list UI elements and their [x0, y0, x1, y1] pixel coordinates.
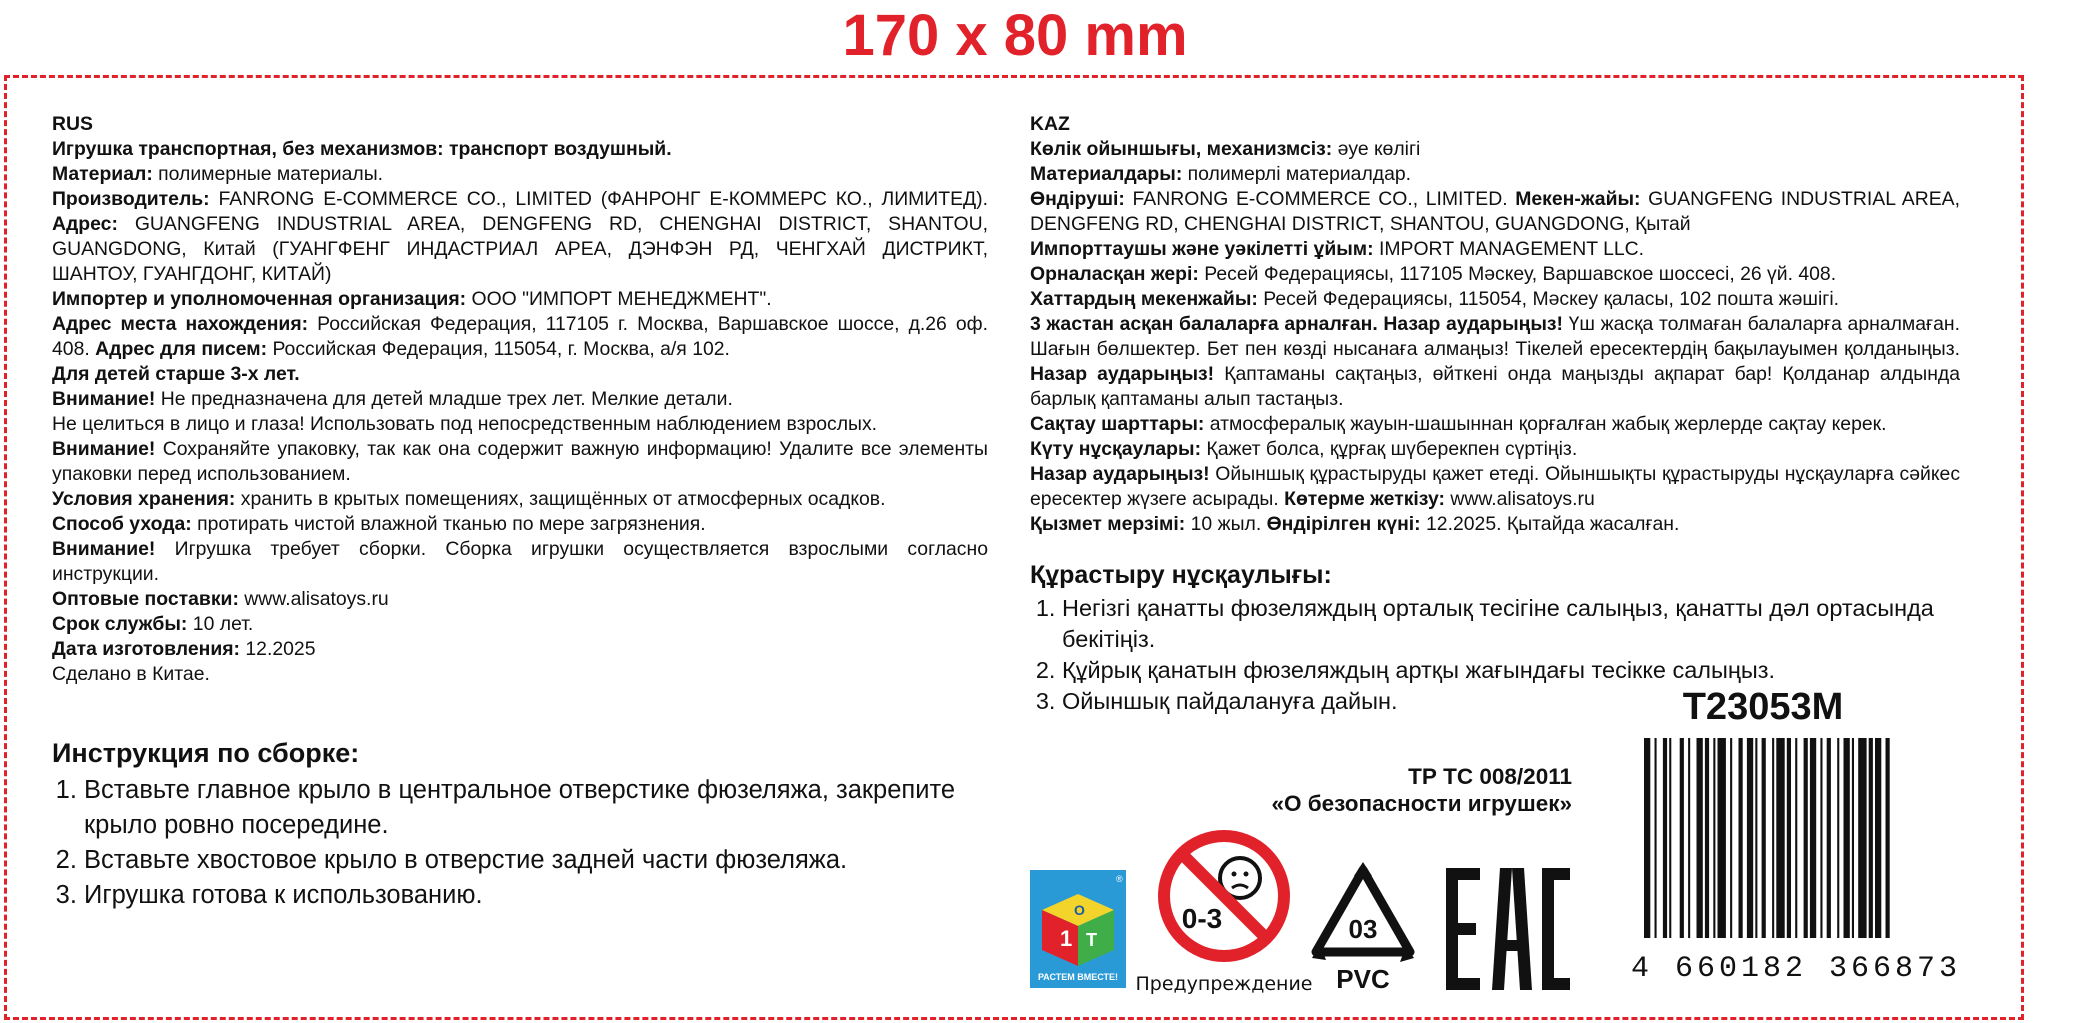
barcode-bar: [1669, 738, 1671, 938]
rus-importer-label: Импортер и уполномоченная организация:: [52, 288, 467, 310]
kaz-service-value: 10 жыл.: [1185, 513, 1267, 535]
rus-product-label: Игрушка транспортная, без механизмов:: [52, 138, 444, 160]
rus-care-value: протирать чистой влажной тканью по мере загрязнения.: [191, 513, 706, 535]
barcode-bar: [1844, 738, 1850, 938]
age-restriction-caption: Предупреждение: [1135, 973, 1313, 995]
barcode-bar: [1869, 738, 1873, 938]
recycle-material: PVC: [1336, 964, 1390, 994]
barcode-bar: [1718, 738, 1726, 938]
rus-material-value: полимерные материалы.: [152, 163, 384, 185]
barcode-bar: [1713, 738, 1715, 938]
rus-date-value: 12.2025: [240, 638, 316, 660]
rus-service-label: Срок службы:: [52, 613, 188, 635]
barcode-bar: [1762, 738, 1766, 938]
rus-mail-label: Адрес для писем:: [95, 338, 268, 360]
barcode-bar: [1747, 738, 1753, 938]
kaz-attention-value: Қаптаманы сақтаңыз, өйткені онда маңызды ақпарат бар! Қолданар алдында барлық қаптаманы алып тастаңыз.: [1030, 363, 1960, 410]
barcode-bar: [1730, 738, 1732, 938]
size-title: 170 x 80 mm: [842, 3, 1188, 68]
kaz-wholesale-value: www.alisatoys.ru: [1444, 488, 1595, 510]
kaz-column: [1030, 112, 1960, 537]
standard-code: ТР ТС 008/2011: [1408, 764, 1572, 789]
rus-instruction-step: 1. Вставьте главное крыло в центральное отверстике фюзеляжа, закрепите крыло ровно посередине.: [84, 773, 1002, 843]
rus-lang: RUS: [52, 113, 93, 135]
rus-warning-label: Внимание!: [52, 388, 156, 410]
rus-instruction-step: 3. Игрушка готова к использованию.: [84, 878, 1002, 913]
recycle-code: 03: [1348, 914, 1378, 944]
rus-mail-value: Российская Федерация, 115054, г. Москва, а/я 102.: [267, 338, 730, 360]
kaz-attention-label: Назар аударыңыз!: [1030, 363, 1215, 385]
rus-warning2-label: Внимание!: [52, 438, 156, 460]
kaz-address-value: GUANGFENG INDUSTRIAL AREA, DENGFENG RD, CHENGHAI DISTRICT, SHANTOU, GUANGDONG, Қытай: [1030, 188, 1960, 235]
kaz-assembly-label: Назар аударыңыз!: [1030, 463, 1210, 485]
kaz-instruction-step: 3. Ойыншық пайдалануға дайын.: [1062, 686, 1970, 717]
safety-standard: [1271, 763, 1572, 817]
rus-service-value: 10 лет.: [187, 613, 254, 635]
kaz-manufacturer-label: Өндіруші:: [1030, 188, 1125, 210]
rus-warning-line: Не целиться в лицо и глаза! Использовать под непосредственным наблюдением взрослых.: [52, 413, 878, 435]
rus-importer-value: ООО "ИМПОРТ МЕНЕДЖМЕНТ".: [466, 288, 772, 310]
kaz-date-value: 12.2025. Қытайда жасалған.: [1420, 513, 1680, 535]
barcode-bar: [1644, 738, 1650, 938]
rus-wholesale-value: www.alisatoys.ru: [238, 588, 389, 610]
eac-mark-icon: [1446, 868, 1570, 990]
rus-instructions-title: Инструкция по сборке:: [52, 738, 360, 768]
recycle-03-pvc-icon: [1308, 862, 1418, 994]
kaz-product-label: Көлік ойыншығы, механизмсіз:: [1030, 138, 1333, 160]
barcode-bar: [1858, 738, 1866, 938]
svg-text:T: T: [1086, 930, 1097, 950]
rus-column: [52, 112, 988, 687]
1toy-logo-icon: [1030, 870, 1126, 988]
kaz-importer-label: Импорттаушы және уәкілетті ұйым:: [1030, 238, 1374, 260]
barcode-bar: [1772, 738, 1774, 938]
rus-warning2-value: Сохраняйте упаковку, так как она содержит важную информацию! Удалите все элементы упаковки перед использованием.: [52, 438, 988, 485]
age-restriction-label: 0-3: [1181, 903, 1223, 934]
barcode-bar: [1680, 738, 1684, 938]
rus-care-label: Способ ухода:: [52, 513, 192, 535]
rus-location-label: Адрес места нахождения:: [52, 313, 309, 335]
barcode-bar: [1663, 738, 1667, 938]
rus-address-value: GUANGFENG INDUSTRIAL AREA, DENGFENG RD, CHENGHAI DISTRICT, SHANTOU, GUANGDONG, Китай (ГУАНГФЕНГ ИНДАСТРИАЛ АРЕА, ДЭНФЭН РД, ЧЕНГХАЙ ДИСТРИКТ, ШАНТОУ, ГУАНГДОНГ, КИТАЙ): [52, 213, 988, 285]
kaz-address-label: Мекен-жайы:: [1515, 188, 1641, 210]
svg-text:O: O: [1074, 902, 1085, 918]
kaz-age-label: 3 жастан асқан балаларға арналған. Назар аударыңыз!: [1030, 313, 1563, 335]
kaz-mail-value: Ресей Федерациясы, 115054, Мәскеу қаласы, 102 пошта жәшігі.: [1257, 288, 1840, 310]
kaz-material-value: полимерлі материалдар.: [1182, 163, 1412, 185]
barcode-bar: [1705, 738, 1709, 938]
kaz-wholesale-label: Көтерме жеткізу:: [1284, 488, 1445, 510]
kaz-instruction-step: 2. Құйрық қанатын фюзеляждың артқы жағындағы тесікке салыңыз.: [1062, 655, 1970, 686]
kaz-lang: KAZ: [1030, 113, 1070, 135]
standard-name: «О безопасности игрушек»: [1271, 791, 1572, 816]
rus-warning3-label: Внимание!: [52, 538, 156, 560]
kaz-age-value: Үш жасқа толмаған балаларға арналмаған. Шағын бөлшектер. Бет пен көзді нысанаға алмаңыз! Тікелей ересектердің бақылауымен қолданыңыз.: [1030, 313, 1960, 360]
barcode-bar: [1827, 738, 1831, 938]
barcode-bar: [1804, 738, 1808, 938]
kaz-date-label: Өндірілген күні:: [1266, 513, 1421, 535]
barcode-digits: 4 660182 366873: [1630, 952, 1962, 986]
svg-text:®: ®: [1116, 874, 1123, 884]
barcode-bar: [1837, 738, 1839, 938]
age-restriction-0-3-icon: [1135, 830, 1313, 998]
barcode-bar: [1739, 738, 1743, 938]
barcode-bar: [1795, 738, 1797, 938]
rus-manufacturer-label: Производитель:: [52, 188, 210, 210]
kaz-location-label: Орналасқан жері:: [1030, 263, 1199, 285]
barcode-bar: [1655, 738, 1657, 938]
kaz-instruction-step: 1. Негізгі қанатты фюзеляждың орталық тесігіне салыңыз, қанатты дәл ортасында бекітіңіз.: [1062, 593, 1970, 655]
kaz-care-value: Қажет болса, құрғақ шүберекпен сүртіңіз.: [1201, 438, 1578, 460]
rus-made-in: Сделано в Китае.: [52, 663, 210, 685]
rus-address-label: Адрес:: [52, 213, 118, 235]
1toy-slogan: РАСТЕМ ВМЕСТЕ!: [1037, 972, 1119, 982]
kaz-service-label: Қызмет мерзімі:: [1030, 513, 1186, 535]
kaz-location-value: Ресей Федерациясы, 117105 Мәскеу, Варшавское шоссесі, 26 үй. 408.: [1198, 263, 1837, 285]
barcode-bar: [1886, 738, 1890, 938]
rus-location-value: Российская Федерация, 117105 г. Москва, Варшавское шоссе, д.26 оф. 408.: [52, 313, 988, 360]
barcode-bar: [1875, 738, 1881, 938]
kaz-storage-value: атмосфералық жауын-шашыннан қорғалған жабық жерлерде сақтау керек.: [1204, 413, 1887, 435]
rus-manufacturer-value: FANRONG E-COMMERCE CO., LIMITED (ФАНРОНГ Е-КОММЕРС КО., ЛИМИТЕД).: [209, 188, 988, 210]
rus-instruction-step: 2. Вставьте хвостовое крыло в отверстие задней части фюзеляжа.: [84, 843, 1002, 878]
barcode-bar: [1810, 738, 1816, 938]
barcode-bar: [1755, 738, 1757, 938]
barcode-bar: [1820, 738, 1822, 938]
kaz-storage-label: Сақтау шарттары:: [1030, 413, 1205, 435]
kaz-importer-value: IMPORT MANAGEMENT LLC.: [1373, 238, 1645, 260]
barcode: [1630, 738, 1962, 986]
kaz-care-label: Күту нұсқаулары:: [1030, 438, 1202, 460]
rus-material-label: Материал:: [52, 163, 153, 185]
barcode-bar: [1776, 738, 1784, 938]
kaz-mail-label: Хаттардың мекенжайы:: [1030, 288, 1258, 310]
rus-wholesale-label: Оптовые поставки:: [52, 588, 239, 610]
rus-age: Для детей старше 3-х лет.: [52, 363, 300, 385]
barcode-bar: [1787, 738, 1791, 938]
rus-storage-label: Условия хранения:: [52, 488, 236, 510]
kaz-manufacturer-value: FANRONG E-COMMERCE CO., LIMITED.: [1124, 188, 1516, 210]
rus-warning3-value: Игрушка требует сборки. Сборка игрушки осуществляется взрослыми согласно инструкции.: [52, 538, 988, 585]
barcode-bar: [1688, 738, 1690, 938]
kaz-material-label: Материалдары:: [1030, 163, 1183, 185]
barcode-bar: [1697, 738, 1703, 938]
barcode-bars: [1644, 738, 1890, 938]
rus-product-value: транспорт воздушный.: [443, 138, 672, 160]
barcode-bar: [1852, 738, 1854, 938]
rus-instructions: [52, 736, 1002, 913]
rus-date-label: Дата изготовления:: [52, 638, 241, 660]
svg-text:1: 1: [1060, 926, 1073, 951]
rus-warning-value: Не предназначена для детей младше трех лет. Мелкие детали.: [155, 388, 733, 410]
kaz-instructions-title: Құрастыру нұсқаулығы:: [1030, 561, 1332, 589]
model-number: T23053M: [1682, 686, 1844, 728]
kaz-product-value: әуе көлігі: [1332, 138, 1421, 160]
rus-storage-value: хранить в крытых помещениях, защищённых от атмосферных осадков.: [235, 488, 886, 510]
kaz-assembly-value: Ойыншық құрастыруды қажет етеді. Ойыншықты құрастыруды нұсқауларға сәйкес ересектер жүзеге асырады.: [1030, 463, 1961, 510]
